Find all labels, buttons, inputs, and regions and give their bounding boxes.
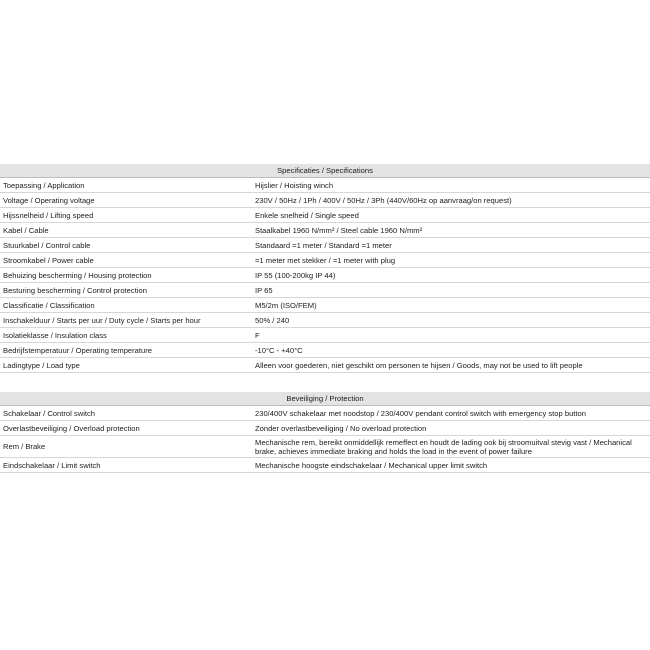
- spec-label: Hijssnelheid / Lifting speed: [0, 208, 251, 223]
- spec-value: Hijslier / Hoisting winch: [251, 178, 650, 193]
- spec-value: IP 55 (100-200kg IP 44): [251, 268, 650, 283]
- table-row: [0, 253, 650, 268]
- spec-label: Ladingtype / Load type: [0, 358, 251, 373]
- table-row: [0, 268, 650, 283]
- spec-label: Besturing bescherming / Control protection: [0, 283, 251, 298]
- table-row: [0, 193, 650, 208]
- spec-value: Standaard =1 meter / Standard =1 meter: [251, 238, 650, 253]
- protection-label: Schakelaar / Control switch: [0, 406, 251, 421]
- table-row: [0, 328, 650, 343]
- spec-label: Classificatie / Classification: [0, 298, 251, 313]
- specifications-title: Specificaties / Specifications: [0, 164, 650, 178]
- spec-label: Inschakelduur / Starts per uur / Duty cycle / Starts per hour: [0, 313, 251, 328]
- spec-label: Kabel / Cable: [0, 223, 251, 238]
- spec-value: 230V / 50Hz / 1Ph / 400V / 50Hz / 3Ph (440V/60Hz op aanvraag/on request): [251, 193, 650, 208]
- table-row: [0, 406, 650, 421]
- table-row: [0, 358, 650, 373]
- spec-label: Toepassing / Application: [0, 178, 251, 193]
- protection-label: Eindschakelaar / Limit switch: [0, 458, 251, 473]
- spec-label: Stroomkabel / Power cable: [0, 253, 251, 268]
- protection-table: [0, 392, 650, 473]
- spec-label: Stuurkabel / Control cable: [0, 238, 251, 253]
- spec-value: M5/2m (ISO/FEM): [251, 298, 650, 313]
- spec-label: Behuizing bescherming / Housing protection: [0, 268, 251, 283]
- table-row: [0, 208, 650, 223]
- table-row: [0, 223, 650, 238]
- spec-value: 50% / 240: [251, 313, 650, 328]
- table-row: [0, 178, 650, 193]
- spec-value: Enkele snelheid / Single speed: [251, 208, 650, 223]
- spec-value: =1 meter met stekker / =1 meter with plug: [251, 253, 650, 268]
- protection-title: Beveiliging / Protection: [0, 392, 650, 406]
- table-row: [0, 343, 650, 358]
- table-row: [0, 458, 650, 473]
- specifications-header-row: [0, 164, 650, 178]
- spec-value: Staalkabel 1960 N/mm² / Steel cable 1960 N/mm²: [251, 223, 650, 238]
- specifications-table: [0, 164, 650, 373]
- spec-value: Alleen voor goederen, niet geschikt om personen te hijsen / Goods, may not be used to lift people: [251, 358, 650, 373]
- spec-label: Bedrijfstemperatuur / Operating temperature: [0, 343, 251, 358]
- protection-value: Mechanische hoogste eindschakelaar / Mechanical upper limit switch: [251, 458, 650, 473]
- protection-value: Mechanische rem, bereikt onmiddellijk remeffect en houdt de lading ook bij stroomuitval stevig vast / Mechanical brake, achieves immediate braking and holds the load in the event of power failure: [251, 436, 650, 458]
- table-row: [0, 298, 650, 313]
- spec-label: Voltage / Operating voltage: [0, 193, 251, 208]
- table-row: [0, 238, 650, 253]
- protection-header-row: [0, 392, 650, 406]
- spec-value: F: [251, 328, 650, 343]
- spec-value: -10°C - +40°C: [251, 343, 650, 358]
- protection-label: Overlastbeveiliging / Overload protection: [0, 421, 251, 436]
- table-row: [0, 436, 650, 458]
- protection-value: Zonder overlastbeveiliging / No overload protection: [251, 421, 650, 436]
- spec-value: IP 65: [251, 283, 650, 298]
- table-row: [0, 283, 650, 298]
- table-row: [0, 313, 650, 328]
- table-row: [0, 421, 650, 436]
- protection-label: Rem / Brake: [0, 436, 251, 458]
- spec-label: Isolatieklasse / Insulation class: [0, 328, 251, 343]
- protection-value: 230/400V schakelaar met noodstop / 230/400V pendant control switch with emergency stop button: [251, 406, 650, 421]
